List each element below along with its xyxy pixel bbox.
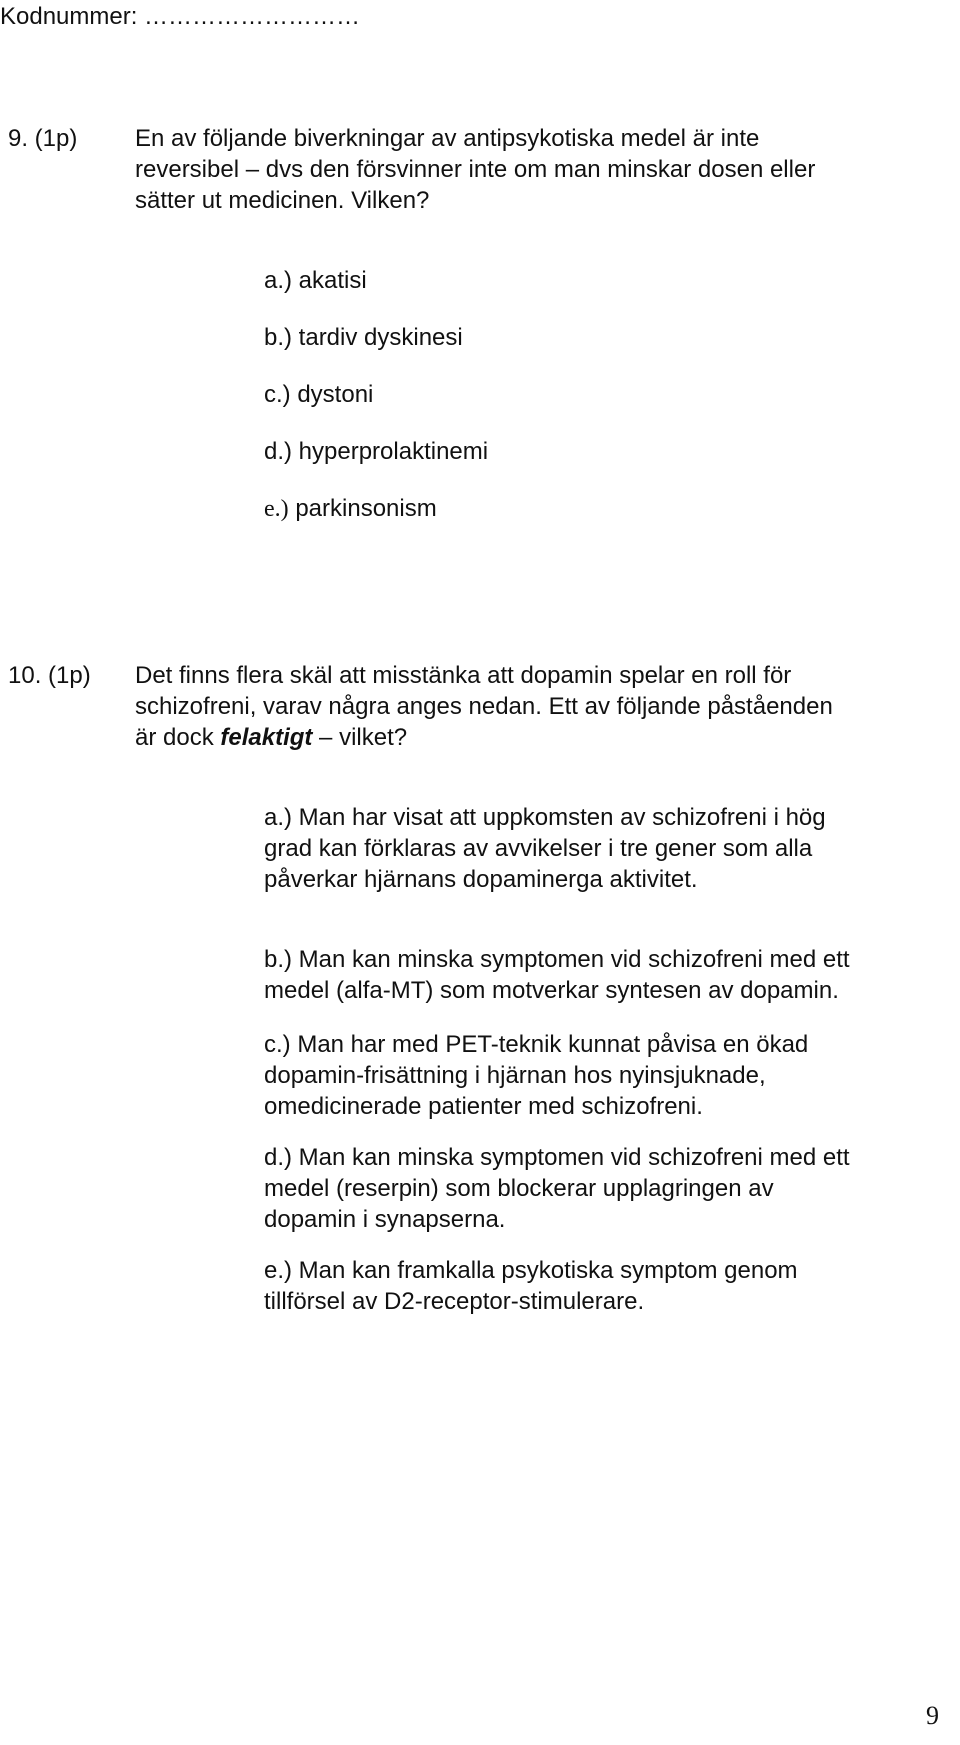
question-9-option-b: b.) tardiv dyskinesi <box>264 324 463 351</box>
question-9-option-a: a.) akatisi <box>264 267 367 294</box>
question-10-line-3-post: – vilket? <box>312 724 408 751</box>
question-9-line-3: sätter ut medicinen. Vilken? <box>135 187 430 214</box>
question-10-answer-e <box>264 1255 798 1317</box>
answer-e-line-1: e.) Man kan framkalla psykotiska symptom genom <box>264 1257 798 1284</box>
question-10-answer-a <box>264 802 826 895</box>
question-9-option-c: c.) dystoni <box>264 381 374 408</box>
answer-a-line-1: a.) Man har visat att uppkomsten av schizofreni i hög <box>264 804 826 831</box>
answer-a-line-2: grad kan förklaras av avvikelser i tre gener som alla <box>264 835 813 862</box>
answer-c-line-1: c.) Man har med PET-teknik kunnat påvisa en ökad <box>264 1031 809 1058</box>
question-9-text <box>135 123 815 216</box>
question-10-emphasis: felaktigt <box>220 724 313 751</box>
question-9-line-2: reversibel – dvs den försvinner inte om man minskar dosen eller <box>135 156 816 183</box>
answer-c-line-2: dopamin-frisättning i hjärnan hos nyinsjuknade, <box>264 1062 766 1089</box>
answer-d-line-1: d.) Man kan minska symptomen vid schizofreni med ett <box>264 1144 850 1171</box>
answer-e-line-2: tillförsel av D2-receptor-stimulerare. <box>264 1288 645 1315</box>
question-9-option-d: d.) hyperprolaktinemi <box>264 438 489 465</box>
answer-b-line-2: medel (alfa-MT) som motverkar syntesen av dopamin. <box>264 977 839 1004</box>
answer-c-line-3: omedicinerade patienter med schizofreni. <box>264 1093 703 1120</box>
question-10-line-3-pre: är dock <box>135 724 221 751</box>
answer-a-line-3: påverkar hjärnans dopaminerga aktivitet. <box>264 866 698 893</box>
kodnummer-field: Kodnummer: ……………………… <box>0 3 361 30</box>
question-10-line-3 <box>135 722 833 753</box>
question-9-option-e <box>264 494 437 524</box>
question-10-line-1: Det finns flera skäl att misstänka att dopamin spelar en roll för <box>135 662 792 689</box>
question-9-option-e-text: parkinsonism <box>295 495 437 522</box>
question-10-answer-d <box>264 1142 850 1235</box>
question-9-line-1: En av följande biverkningar av antipsykotiska medel är inte <box>135 125 760 152</box>
answer-b-line-1: b.) Man kan minska symptomen vid schizofreni med ett <box>264 946 850 973</box>
question-10-number: 10. (1p) <box>8 662 91 689</box>
question-10-text <box>135 660 833 753</box>
question-9-option-e-prefix: e.) <box>264 496 289 522</box>
question-10-answer-b <box>264 944 850 1006</box>
answer-d-line-3: dopamin i synapserna. <box>264 1206 506 1233</box>
question-10-answer-c <box>264 1029 808 1122</box>
question-10-line-2: schizofreni, varav några anges nedan. Ett av följande påståenden <box>135 693 833 720</box>
question-9-number: 9. (1p) <box>8 125 78 152</box>
answer-d-line-2: medel (reserpin) som blockerar upplagringen av <box>264 1175 774 1202</box>
page-number: 9 <box>926 1701 939 1730</box>
